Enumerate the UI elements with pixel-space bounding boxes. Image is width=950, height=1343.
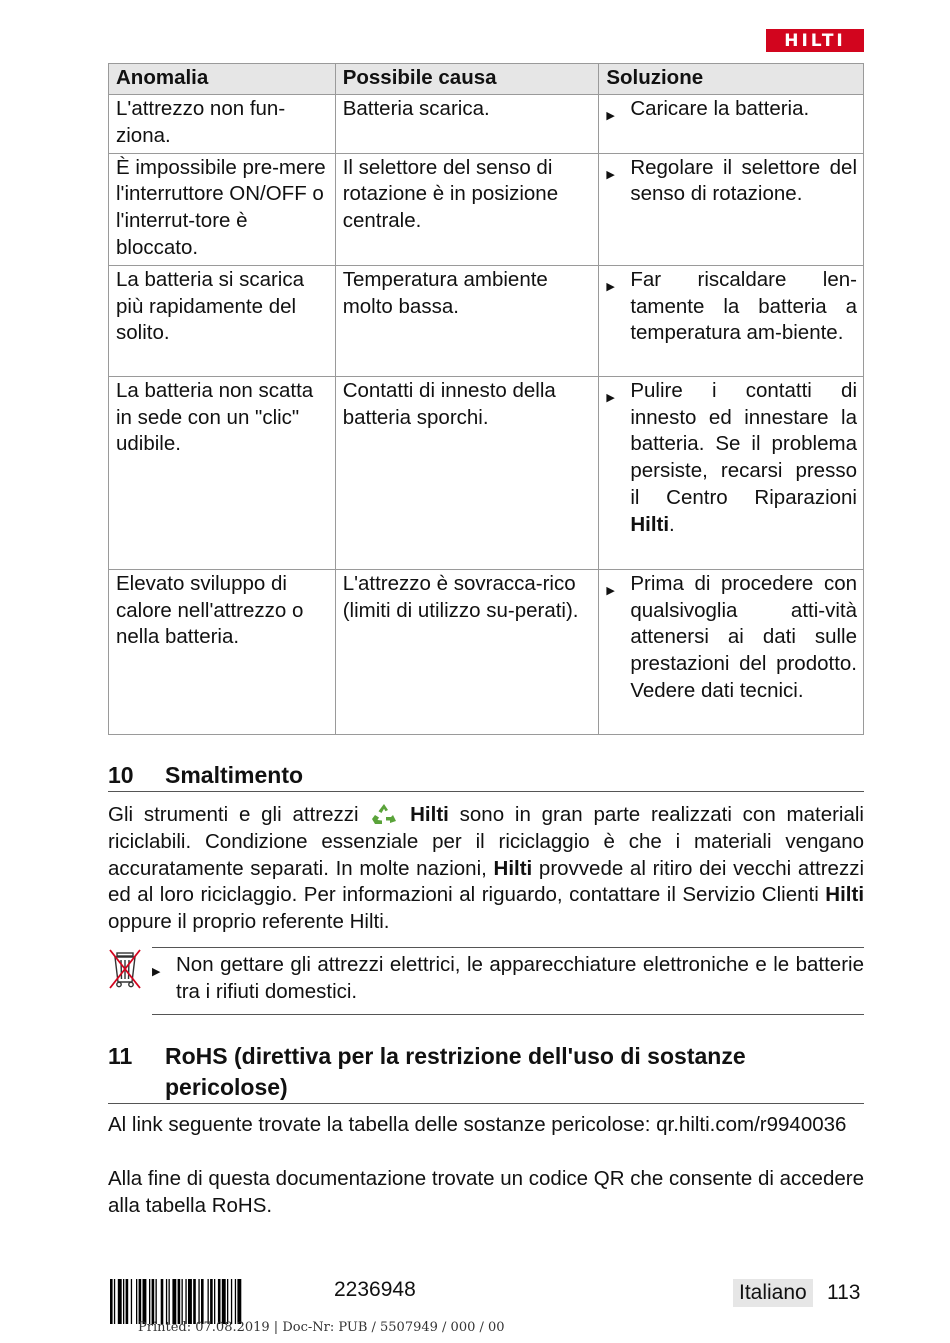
bullet-triangle-icon: ▶ [606,168,615,181]
section-title: Smaltimento [165,762,304,788]
solution-cell [599,265,864,376]
barcode-bar [143,1279,147,1324]
barcode-bar [198,1279,199,1324]
barcode-bar [172,1279,176,1324]
section-11-heading [108,1041,864,1104]
barcode-bar [156,1279,157,1324]
section-10-paragraph: Gli strumenti e gli attrezzi Hilti sono in gran parte realizzati con materiali riciclabili. Condizione essenziale per il riciclaggio è che i materiali vengano accuratamente separati. In molte nazioni, Hilti provvede al ritiro dei vecchi attrezzi ed al loro riciclaggio. Per informazioni al riguardo, contattare il Servizio Clienti Hilti oppure il proprio referente Hilti. [108,803,865,934]
page-number: 113 [827,1281,861,1304]
section-number: 11 [108,1043,133,1069]
barcode-bar [114,1279,115,1324]
bullet-triangle-icon: ▶ [606,280,615,293]
fault-cell: È impossibile pre-mere l'interruttore ON/OFF o l'interrut-tore è bloccato. [109,153,336,265]
section-number: 10 [108,762,134,788]
barcode-bar [139,1279,142,1324]
crossed-out-bin-icon [108,946,142,992]
barcode-bar [210,1279,213,1324]
bullet-triangle-icon: ▶ [606,110,615,122]
barcode-bar [222,1279,226,1324]
table-row [109,265,864,376]
solution-text: Far riscaldare len-tamente la batteria a temperatura am-biente. [630,267,857,345]
barcode-bar [235,1279,236,1324]
recycle-icon [371,803,397,825]
barcode-bar [185,1279,186,1324]
header-fault: Anomalia [109,64,336,95]
table-row [109,95,864,154]
section-10-heading [108,760,864,792]
section-11-paragraph-2: Alla fine di questa documentazione trovate un codice QR che consente di accedere alla tabella RoHS. [108,1167,864,1217]
barcode-bar [149,1279,150,1324]
fault-cell: La batteria si scarica più rapidamente del solito. [109,265,336,376]
barcode-bar [136,1279,137,1324]
table-header-row [109,64,864,95]
fault-cell: La batteria non scatta in sede con un "clic" udibile. [109,376,336,569]
print-info: Printed: 07.08.2019 | Doc-Nr: PUB / 5507949 / 000 / 00 [138,1320,505,1335]
document-code: 2236948 [334,1278,416,1301]
bullet-triangle-icon: ▶ [606,391,615,404]
solution-text: Prima di procedere con qualsivoglia atti-vità attenersi ai dati sulle prestazioni del prodotto. Vedere dati tecnici. [630,571,857,702]
warning-text: Non gettare gli attrezzi elettrici, le apparecchiature elettroniche e le batterie tra i rifiuti domestici. [176,953,864,1003]
barcode-bar [178,1279,181,1324]
cause-cell: Temperatura ambiente molto bassa. [335,265,599,376]
cause-cell: L'attrezzo è sovracca-rico (limiti di utilizzo su-perati). [335,569,599,734]
header-solution: Soluzione [599,64,864,95]
solution-cell [599,376,864,569]
hilti-logo: HILTI [766,29,864,52]
barcode-bar [152,1279,155,1324]
solution-cell [599,569,864,734]
table-row [109,569,864,734]
section-title: RoHS (direttiva per la restrizione dell'uso di sostanze pericolose) [165,1043,746,1100]
solution-text: Regolare il selettore del senso di rotazione. [630,155,857,206]
barcode-bar [193,1279,196,1324]
barcode-bar [126,1279,129,1324]
solution-cell [599,95,864,154]
barcode-bar [118,1279,122,1324]
fault-cell: Elevato sviluppo di calore nell'attrezzo o nella batteria. [109,569,336,734]
troubleshooting-table [108,63,864,735]
table-row [109,376,864,569]
barcode-bar [166,1279,167,1324]
section-11-paragraph-1: Al link seguente trovate la tabella delle sostanze pericolose: qr.hilti.com/r9940036 [108,1113,847,1136]
barcode-bar [188,1279,192,1324]
fault-cell: L'attrezzo non fun-ziona. [109,95,336,154]
barcode-bar [131,1279,132,1324]
bullet-triangle-icon: ▶ [152,966,161,978]
barcode-bar [161,1279,164,1324]
barcode-bar [123,1279,124,1324]
cause-cell: Contatti di innesto della batteria sporchi. [335,376,599,569]
solution-text: Caricare la batteria. [630,97,810,120]
barcode-bar [201,1279,204,1324]
solution-cell [599,153,864,265]
language-label: Italiano [733,1279,813,1307]
disposal-warning [152,947,864,1015]
header-cause: Possibile causa [335,64,599,95]
barcode-bar [182,1279,183,1324]
barcode-bar [218,1279,221,1324]
barcode-bar [237,1279,241,1324]
solution-text: Pulire i contatti di innesto ed innestare la batteria. Se il problema persiste, recarsi presso il Centro Riparazioni Hilti. [630,378,857,536]
cause-cell: Batteria scarica. [335,95,599,154]
cause-cell: Il selettore del senso di rotazione è in posizione centrale. [335,153,599,265]
barcode [110,1279,316,1324]
table-row [109,153,864,265]
barcode-bar [208,1279,209,1324]
barcode-bar [227,1279,228,1324]
barcode-bar [214,1279,215,1324]
bullet-triangle-icon: ▶ [606,584,615,597]
barcode-bar [231,1279,232,1324]
barcode-bar [169,1279,170,1324]
barcode-bar [110,1279,113,1324]
